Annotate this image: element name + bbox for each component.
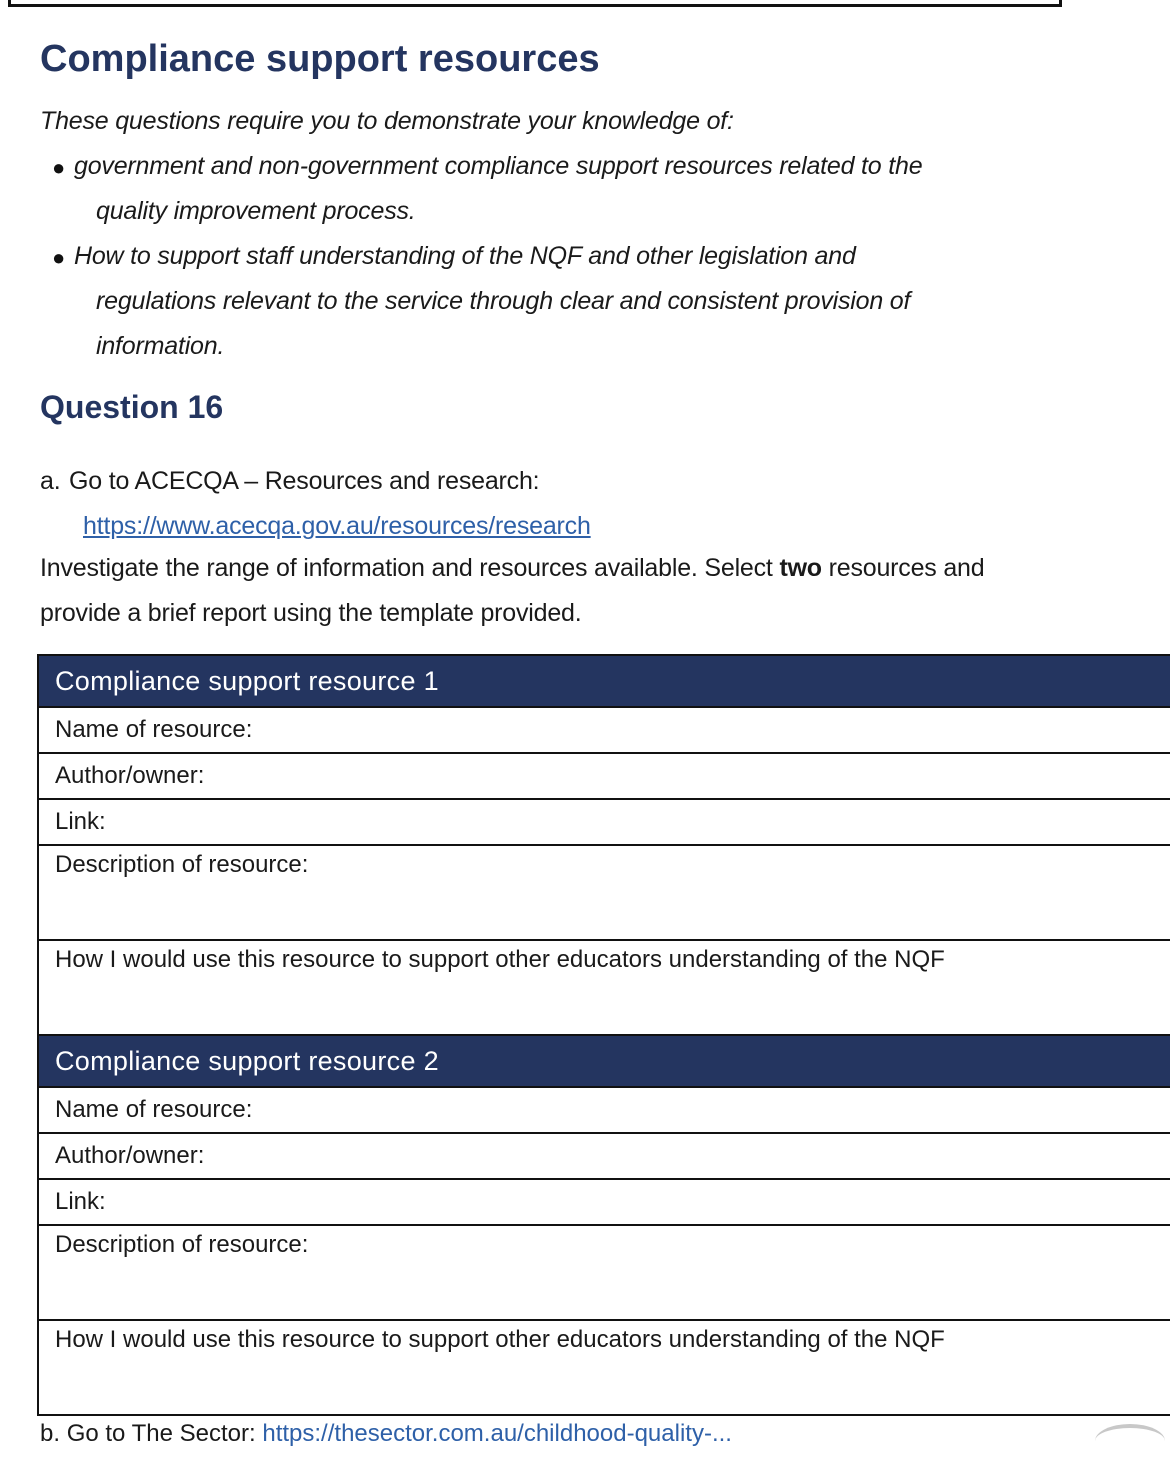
item-b-marker: b. bbox=[40, 1420, 61, 1447]
instruction-part-2: resources and bbox=[821, 554, 985, 582]
bullet-2-line-3: information. bbox=[96, 332, 225, 360]
item-a-text: Go to ACECQA – Resources and research: bbox=[69, 467, 540, 495]
table-row bbox=[38, 940, 1170, 1035]
bullet-1-line-1: government and non-government compliance support resources related to the bbox=[74, 152, 923, 180]
acecqa-research-link[interactable]: https://www.acecqa.gov.au/resources/research bbox=[83, 512, 591, 540]
table-row bbox=[38, 1179, 1170, 1225]
resource-1-name-field[interactable]: Name of resource: bbox=[38, 707, 1170, 753]
bullet-2-line-2: regulations relevant to the service through clear and consistent provision of bbox=[96, 287, 911, 315]
table-row bbox=[38, 1320, 1170, 1415]
table-row bbox=[38, 799, 1170, 845]
resource-2-usage-field[interactable]: How I would use this resource to support other educators understanding of the NQF bbox=[38, 1320, 1170, 1415]
table-row bbox=[38, 845, 1170, 940]
table-row bbox=[38, 1225, 1170, 1320]
the-sector-link[interactable]: https://thesector.com.au/childhood-quality-... bbox=[262, 1420, 732, 1447]
resource-2-header-row bbox=[38, 1035, 1170, 1087]
resource-1-link-field[interactable]: Link: bbox=[38, 799, 1170, 845]
section-title: Compliance support resources bbox=[40, 38, 600, 80]
bullet-2-line-1: How to support staff understanding of the NQF and other legislation and bbox=[74, 242, 856, 270]
instruction-line-1 bbox=[40, 554, 984, 583]
resource-2-author-field[interactable]: Author/owner: bbox=[38, 1133, 1170, 1179]
page-curl-icon bbox=[1095, 1424, 1165, 1458]
resource-2-name-field[interactable]: Name of resource: bbox=[38, 1087, 1170, 1133]
resource-1-description-field[interactable]: Description of resource: bbox=[38, 845, 1170, 940]
bullet-1-line-2: quality improvement process. bbox=[96, 197, 416, 225]
instruction-line-2: provide a brief report using the template provided. bbox=[40, 599, 582, 627]
table-row bbox=[38, 1133, 1170, 1179]
resource-2-link-field[interactable]: Link: bbox=[38, 1179, 1170, 1225]
intro-text: These questions require you to demonstrate your knowledge of: bbox=[40, 107, 734, 135]
item-a-marker: a. bbox=[40, 467, 61, 495]
previous-section-box bbox=[8, 0, 1062, 7]
instruction-bold: two bbox=[779, 554, 822, 582]
question-title: Question 16 bbox=[40, 389, 224, 425]
resource-1-header: Compliance support resource 1 bbox=[38, 655, 1170, 707]
item-b-line bbox=[40, 1420, 732, 1448]
resource-1-header-row bbox=[38, 655, 1170, 707]
table-row bbox=[38, 707, 1170, 753]
instruction-part-1: Investigate the range of information and resources available. Select bbox=[40, 554, 780, 582]
resource-report-table bbox=[37, 654, 1170, 1416]
bullet-icon: ● bbox=[52, 155, 66, 180]
resource-1-author-field[interactable]: Author/owner: bbox=[38, 753, 1170, 799]
resource-2-description-field[interactable]: Description of resource: bbox=[38, 1225, 1170, 1320]
bullet-icon: ● bbox=[52, 245, 66, 270]
table-row bbox=[38, 1087, 1170, 1133]
resource-1-usage-field[interactable]: How I would use this resource to support other educators understanding of the NQF bbox=[38, 940, 1170, 1035]
table-row bbox=[38, 753, 1170, 799]
resource-2-header: Compliance support resource 2 bbox=[38, 1035, 1170, 1087]
item-b-text: Go to The Sector: bbox=[66, 1420, 256, 1447]
